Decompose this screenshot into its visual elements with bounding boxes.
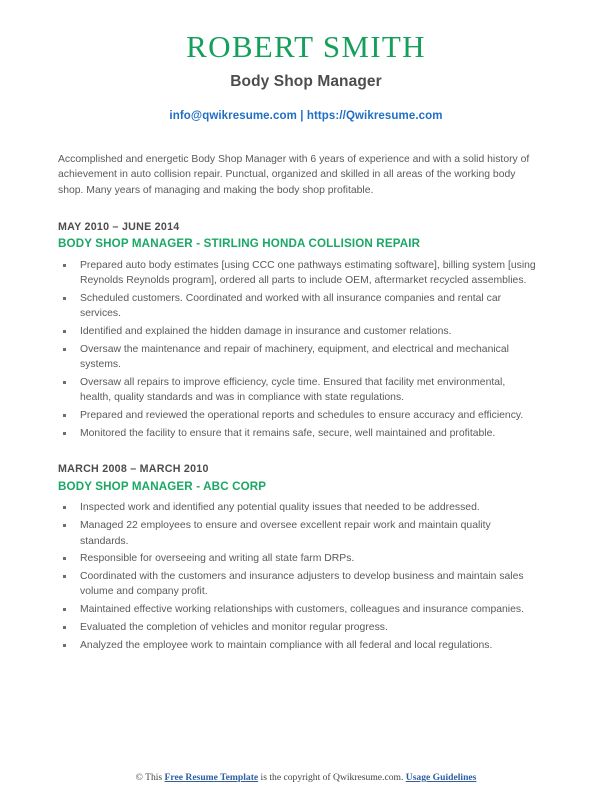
candidate-job-title: Body Shop Manager [230, 73, 382, 91]
experience-dates: MARCH 2008 – MARCH 2010 [58, 463, 209, 476]
footer-middle: is the copyright of Qwikresume.com. [258, 772, 406, 783]
experience-bullet-list [58, 258, 538, 441]
footer-prefix: © This [135, 772, 165, 783]
experience-bullet: Oversaw all repairs to improve efficiency, cycle time. Ensured that facility met environmental, health, quality standards and was in compliance with state regulations. [58, 375, 538, 406]
experience-bullet: Scheduled customers. Coordinated and worked with all insurance companies and rental car services. [58, 291, 538, 322]
footer [0, 772, 612, 783]
experience-bullet: Coordinated with the customers and insurance adjusters to develop business and maintain sales volume and company profit. [58, 569, 538, 600]
candidate-name: ROBERT SMITH [186, 29, 426, 64]
summary-paragraph: Accomplished and energetic Body Shop Manager with 6 years of experience and with a solid history of achievement in auto collision repair. Punctual, organized and skilled in all areas of the working body shop. Many years of managing and making the body shop profitable. [58, 154, 530, 196]
experience-bullet: Prepared and reviewed the operational reports and schedules to ensure accuracy and efficiency. [58, 408, 538, 423]
usage-guidelines-link[interactable]: Usage Guidelines [405, 772, 477, 783]
resume-content [0, 152, 612, 653]
experience-section [58, 220, 538, 653]
experience-title: BODY SHOP MANAGER - ABC CORP [58, 479, 267, 493]
experience-dates: MAY 2010 – JUNE 2014 [58, 220, 180, 233]
experience-bullet: Analyzed the employee work to maintain compliance with all federal and local regulations. [58, 638, 538, 653]
experience-entry [58, 220, 538, 441]
experience-bullet: Monitored the facility to ensure that it remains safe, secure, well maintained and profitable. [58, 426, 538, 441]
experience-bullet: Inspected work and identified any potential quality issues that needed to be addressed. [58, 500, 538, 515]
experience-entry [58, 462, 538, 653]
experience-bullet-list [58, 500, 538, 653]
free-resume-template-link[interactable]: Free Resume Template [164, 772, 259, 783]
experience-bullet: Maintained effective working relationships with customers, colleagues and insurance companies. [58, 602, 538, 617]
experience-bullet: Evaluated the completion of vehicles and monitor regular progress. [58, 620, 538, 635]
contact-line[interactable]: info@qwikresume.com | https://Qwikresume.com [169, 110, 443, 123]
experience-bullet: Oversaw the maintenance and repair of machinery, equipment, and electrical and mechanical systems. [58, 342, 538, 373]
resume-header [0, 0, 612, 122]
experience-bullet: Prepared auto body estimates [using CCC one pathways estimating software], billing system [using Reynolds Reynolds program], ordered all parts to include OEM, aftermarket recycled assemblies. [58, 258, 538, 289]
experience-bullet: Responsible for overseeing and writing all state farm DRPs. [58, 551, 538, 566]
experience-bullet: Identified and explained the hidden damage in insurance and customer relations. [58, 324, 538, 339]
experience-bullet: Managed 22 employees to ensure and oversee excellent repair work and maintain quality standards. [58, 518, 538, 549]
experience-title: BODY SHOP MANAGER - STIRLING HONDA COLLISION REPAIR [58, 237, 421, 251]
